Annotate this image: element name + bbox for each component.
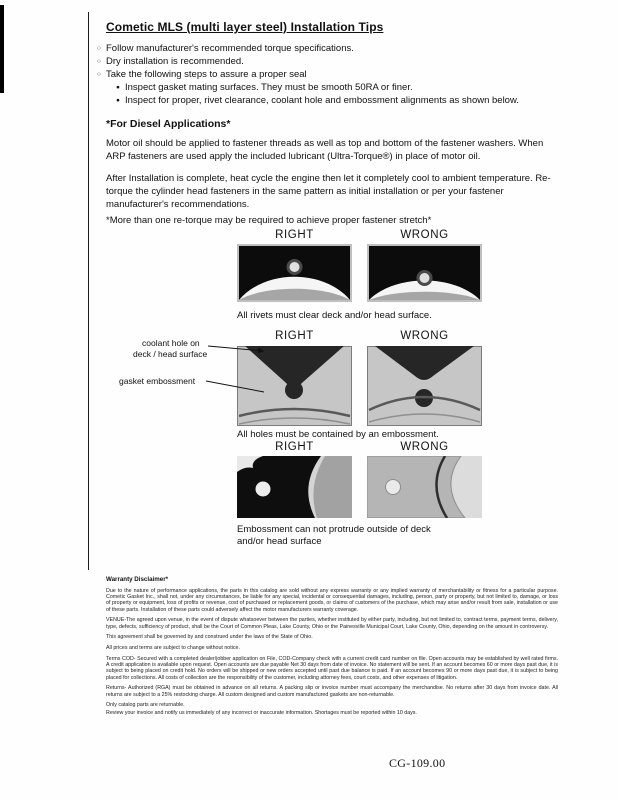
rivet-clearance-right-diagram — [237, 244, 352, 302]
warranty-heading: Warranty Disclaimer* — [106, 576, 169, 583]
callout-text: coolant hole on — [142, 338, 200, 348]
bullet-marker-icon — [97, 56, 106, 69]
catalog-page-code: CG-109.00 — [389, 756, 446, 770]
diagram-row3-panels — [237, 456, 482, 518]
diagram-row1-caption: All rivets must clear deck and/or head surface. — [237, 310, 432, 321]
diagram-row3-labels — [237, 441, 482, 453]
bullet-text: Dry installation is recommended. — [106, 55, 244, 67]
list-item — [97, 43, 567, 56]
protrusion-wrong-diagram — [367, 456, 482, 518]
installation-tips-list — [97, 43, 567, 108]
bullet-text: Inspect for proper, rivet clearance, coolant hole and embossment alignments as shown below. — [125, 94, 519, 106]
bullet-marker-icon — [116, 82, 125, 95]
page-title: Cometic MLS (multi layer steel) Installation Tips — [106, 20, 384, 34]
diagram-row1-labels — [237, 229, 482, 241]
bullet-text: Take the following steps to assure a proper seal — [106, 68, 307, 80]
bullet-marker-icon — [97, 43, 106, 56]
right-label: RIGHT — [275, 441, 314, 453]
embossment-containment-wrong-diagram — [367, 346, 482, 426]
diagram-row2-panels — [237, 346, 482, 426]
warranty-paragraph: Review your invoice and notify us immediately of any incorrect or inaccurate information. Shortages must be reported within 10 days. — [106, 709, 417, 716]
diesel-section-heading: *For Diesel Applications* — [106, 118, 231, 130]
diagram-row3-caption — [237, 524, 431, 547]
callout-text: deck / head surface — [133, 348, 208, 359]
warranty-paragraph: Due to the nature of performance applications, the parts in this catalog are sold without any express warranty or any implied warranty of merchantability or fitness for a particular purpose. Cometic Gasket Inc., shall not, under any circumstances, be liable for any special, incidental or consequential damages, including, person, party or property, but not limited to, damage, or loss of property or equipment, loss of profits or revenue, cost of purchased or replacement goods, or claims of customers of the purchase, which may arise and/or result from sale, installation or use of these parts. Installation of these parts could adversely affect the motor manufacturers warranty coverage. — [106, 588, 558, 613]
bullet-text: Inspect gasket mating surfaces. They must be smooth 50RA or finer. — [125, 81, 413, 93]
warranty-disclaimer-section — [106, 576, 558, 720]
bullet-text: Follow manufacturer's recommended torque specifications. — [106, 43, 354, 54]
diagram-row1-panels — [237, 244, 482, 302]
right-label: RIGHT — [275, 229, 314, 241]
wrong-label: WRONG — [400, 441, 449, 453]
list-item — [97, 56, 567, 69]
rivet-clearance-wrong-diagram — [367, 244, 482, 302]
right-label: RIGHT — [275, 330, 314, 342]
warranty-paragraph: VENUE-The agreed upon venue, in the event of dispute whatsoever between the parties, whether instituted by either party, including, but not limited to, contract terms, payment terms, delivery, type, defects, sufficiency of product, shall be the Court of Common Pleas, Lake County, Ohio or the Painesville Municipal Court, Lake County, Ohio, depending on the amount in controversy. — [106, 617, 558, 630]
warranty-paragraph: Returns- Authorized (RGA) must be obtained in advance on all returns. A packing slip or invoice number must accompany the merchandise. No returns after 30 days from invoice date. All returns are subject to a 25% restocking charge. All custom designed and custom manufactured gaskets are non-returnable. — [106, 685, 558, 698]
warranty-paragraph: Terms COD- Secured with a completed dealer/jobber application on File, COD-Company check with a current credit card number on file. Open accounts may be established by well rated firms. A credit application is available upon request. Open accounts are due payable Net 30 days from date of invoice. No statement will be sent. If an account becomes 60 or more days past due, it is subject to being placed on credit hold. No orders will be shipped or new orders accepted until past due balance is paid. If an account becomes 90 or more days past due, it is subject to being placed for collections. All costs of collection are the responsibility of the customer, including attorney fees, court costs, and other expenses of litigation. — [106, 656, 558, 681]
warranty-paragraph: All prices and terms are subject to change without notice. — [106, 645, 240, 652]
diesel-paragraph: After Installation is complete, heat cycle the engine then let it completely cool to ambient temperature. Re-torque the cylinder head fasteners in the same pattern as initial installation or per your fastener manufacturer's recommendations. — [106, 173, 551, 210]
bullet-marker-icon — [97, 69, 106, 82]
left-margin-rule — [88, 12, 89, 570]
bullet-marker-icon — [116, 95, 125, 108]
caption-line: and/or head surface — [237, 535, 322, 547]
wrong-label: WRONG — [400, 330, 449, 342]
callout-pointer-lines — [206, 340, 272, 400]
diesel-paragraph: Motor oil should be applied to fastener threads as well as top and bottom of the fastener washers. When ARP fasteners are used apply the included lubricant (Ultra-Torque®) in place of motor oil. — [106, 138, 544, 162]
retorque-note: *More than one re-torque may be required to achieve proper fastener stretch* — [106, 215, 432, 226]
warranty-paragraph: This agreement shall be governed by and construed under the laws of the State of Ohio. — [106, 634, 313, 641]
caption-line: Embossment can not protrude outside of deck — [237, 524, 431, 535]
list-item — [116, 95, 567, 108]
warranty-paragraph: Only catalog parts are returnable. — [106, 702, 185, 709]
list-item — [97, 69, 567, 82]
gasket-embossment-callout: gasket embossment — [119, 376, 196, 386]
list-item — [116, 82, 567, 95]
coolant-hole-callout — [133, 338, 207, 359]
diagram-row2-labels — [237, 330, 482, 342]
scan-edge-artifact — [0, 5, 4, 93]
protrusion-right-diagram — [237, 456, 352, 518]
diagram-row2-caption: All holes must be contained by an embossment. — [237, 429, 439, 440]
wrong-label: WRONG — [400, 229, 449, 241]
